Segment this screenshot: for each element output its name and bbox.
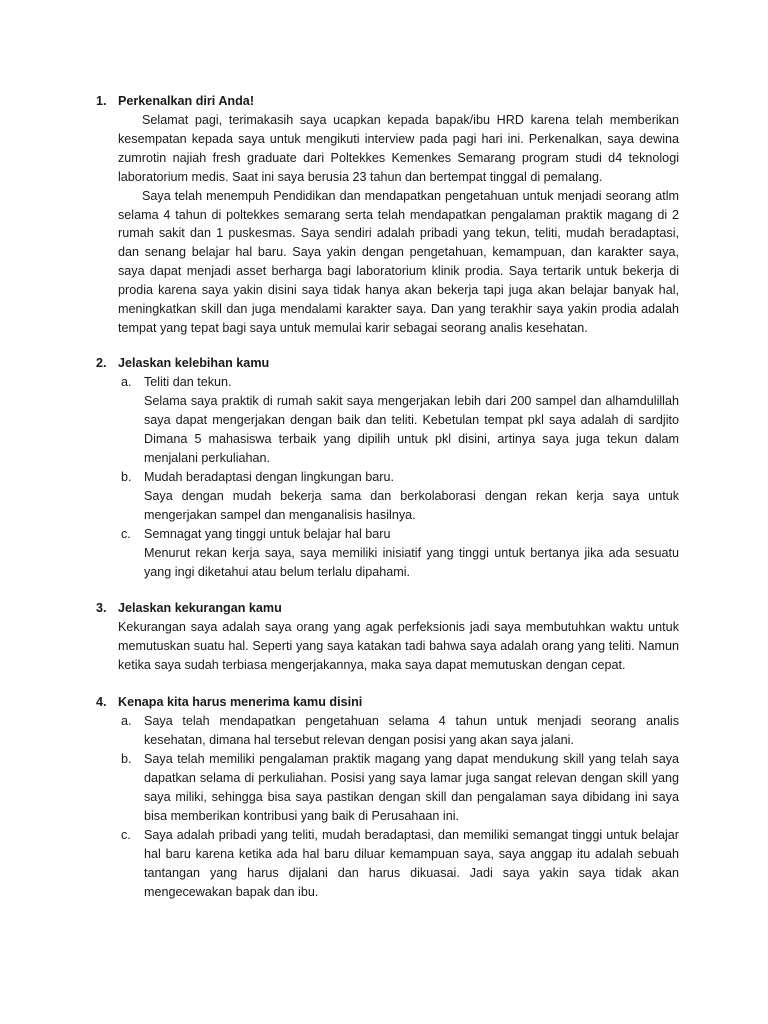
list-item-text: Saya telah mendapatkan pengetahuan selama 4 tahun untuk menjadi seorang analis kesehatan, dimana hal tersebut relevan dengan posisi yang akan saya jalani. bbox=[144, 714, 679, 747]
list-item-content bbox=[144, 826, 679, 902]
paragraph: Saya telah menempuh Pendidikan dan mendapatkan pengetahuan untuk menjadi seorang atlm selama 4 tahun di poltekkes semarang serta telah mendapatkan pengalaman praktik magang di 2 rumah sakit dan 1 puskesmas. Saya sendiri adalah pribadi yang tekun, teliti, mudah beradaptasi, dan senang belajar hal baru. Saya yakin dengan pengetahuan, kemampuan, dan karakter saya, saya dapat menjadi asset berharga bagi laboratorium klinik prodia. Saya tertarik untuk bekerja di prodia karena saya yakin disini saya tidak hanya akan bekerja tapi juga akan belajar banyak hal, meningkatkan skill dan juga mendalami karakter saya. Dan yang terakhir saya yakin prodia adalah tempat yang tepat bagi saya untuk memulai karir sebagai seorang analis kesehatan. bbox=[118, 188, 679, 335]
list-marker: b. bbox=[121, 752, 132, 766]
section-number: 4. bbox=[96, 695, 107, 709]
section-number: 2. bbox=[96, 356, 107, 370]
section-body bbox=[118, 618, 679, 675]
list-item-text: Saya telah memiliki pengalaman praktik magang yang dapat mendukung skill yang telah saya dapatkan selama di perkuliahan. Posisi yang saya lamar juga sangat relevan dengan skill yang saya miliki, sehingga bisa saya pastikan dengan skill dan pengalaman saya dibidang ini saya bisa memberikan kontribusi yang baik di Perusahaan ini. bbox=[144, 752, 679, 823]
paragraph: Kekurangan saya adalah saya orang yang agak perfeksionis jadi saya membutuhkan waktu untuk memutuskan suatu hal. Seperti yang saya katakan tadi bahwa saya adalah orang yang teliti. Namun ketika saya sudah terbiasa mengerjakannya, maka saya dapat memutuskan dengan cepat. bbox=[118, 620, 679, 672]
section-heading: Jelaskan kekurangan kamu bbox=[118, 601, 282, 615]
list-item-content bbox=[144, 373, 679, 468]
list-item-text: Menurut rekan kerja saya, saya memiliki inisiatif yang tinggi untuk bertanya jika ada sesuatu yang ingi diketahui atau belum terlalu dipahami. bbox=[144, 545, 679, 579]
list-item-title: Semnagat yang tinggi untuk belajar hal baru bbox=[144, 527, 391, 541]
section-heading: Kenapa kita harus menerima kamu disini bbox=[118, 695, 363, 709]
list-marker: b. bbox=[121, 470, 132, 484]
section-body bbox=[118, 111, 679, 338]
list-item-text: Saya dengan mudah bekerja sama dan berkolaborasi dengan rekan kerja saya untuk mengerjakan sampel dan menganalisis hasilnya. bbox=[144, 488, 679, 522]
list-item-content bbox=[144, 712, 679, 750]
list-item-content bbox=[144, 525, 679, 582]
list-item-text: Saya adalah pribadi yang teliti, mudah beradaptasi, dan memiliki semangat tinggi untuk belajar hal baru karena ketika ada hal baru diluar kemampuan saya, saya anggap itu adalah sebuah tantangan yang harus dijalani dan harus dikuasai. Jadi saya yakin saya tidak akan mengecewakan bapak dan ibu. bbox=[144, 828, 679, 899]
list-item-content bbox=[144, 468, 679, 525]
list-item-title: Teliti dan tekun. bbox=[144, 375, 232, 389]
list-item-text: Selama saya praktik di rumah sakit saya mengerjakan lebih dari 200 sampel dan alhamdulillah saya dapat mengerjakan dengan baik dan teliti. Kebetulan tempat pkl saya adalah di sardjito Dimana 5 mahasiswa terbaik yang dipilih untuk pkl disini, artinya saya juga tekun dalam menjalani perkuliahan. bbox=[144, 393, 679, 465]
list-marker: a. bbox=[121, 714, 132, 728]
list-item-title: Mudah beradaptasi dengan lingkungan baru. bbox=[144, 470, 394, 484]
section-number: 1. bbox=[96, 94, 107, 108]
list-marker: c. bbox=[121, 828, 131, 842]
list-item-content bbox=[144, 750, 679, 826]
section-number: 3. bbox=[96, 601, 107, 615]
paragraph: Selamat pagi, terimakasih saya ucapkan kepada bapak/ibu HRD karena telah memberikan kesempatan kepada saya untuk mengikuti interview pada pagi hari ini. Perkenalkan, saya dewina zumrotin najiah fresh graduate dari Poltekkes Kemenkes Semarang program studi d4 teknologi laboratorium medis. Saat ini saya berusia 23 tahun dan bertempat tinggal di pemalang. bbox=[118, 113, 679, 184]
list-marker: c. bbox=[121, 527, 131, 541]
section-heading: Perkenalkan diri Anda! bbox=[118, 94, 255, 108]
section-heading: Jelaskan kelebihan kamu bbox=[118, 356, 270, 370]
list-marker: a. bbox=[121, 375, 132, 389]
